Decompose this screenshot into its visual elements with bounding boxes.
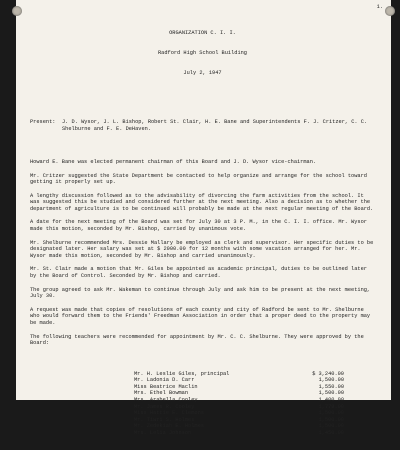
teacher-name: Mr. James R. Cooley xyxy=(134,403,195,410)
header-title: ORGANIZATION C. I. I. xyxy=(169,30,236,37)
teacher-row xyxy=(134,410,344,417)
teacher-salary: 1,779.00 xyxy=(318,403,344,410)
minutes-paragraph: A date for the next meeting of the Board was set for July 30 at 3 P. M., in the C. I. I. office. Mr. Wysor made this motion, seconded by Mr. Bishop, carried by unanimous vote. xyxy=(30,219,371,233)
teacher-name: Mrs. Lelia Johnson xyxy=(134,429,192,436)
teacher-salary: 1,400.00 xyxy=(318,396,344,403)
document-header xyxy=(30,17,375,89)
minutes-paragraph: A lengthy discussion followed as to the advisability of divorcing the farm activities from the school. It was suggested this be studied and considered further at the next meeting. Also a decision as to whether the department of agriculture is to be continued will probably be made at the next regular meeting of the Board. xyxy=(30,192,374,212)
attendance-text: J. D. Wysor, J. L. Bishop, Robert St. Clair, H. E. Bane and Superintendents F. J. Critzer, C. C. Shelburne and F. E. DeHaven. xyxy=(62,118,371,132)
minutes-paragraph: The group agreed to ask Mr. Wakeman to continue through July and ask him to be present at the next meeting, July 30. xyxy=(30,286,374,300)
teacher-name: Mr. Zedekiah E. Holmes xyxy=(134,423,204,430)
teacher-row xyxy=(134,404,344,411)
teacher-row xyxy=(134,397,344,404)
teacher-name: Mr. H. Leslie Giles, principal xyxy=(134,370,230,377)
minutes-paragraph: Mr. St. Clair made a motion that Mr. Giles be appointed as academic principal, duties to be outlined later by the Board of Control. Seconded by Mr. Bishop and carried. xyxy=(30,266,371,280)
page-number: 1. xyxy=(376,4,383,10)
teacher-row xyxy=(134,430,344,437)
document-body xyxy=(30,4,375,450)
teacher-salary: 1,500.00 xyxy=(318,390,344,397)
teacher-salary: 1,500.00 xyxy=(318,416,344,423)
binder-hole xyxy=(385,6,395,16)
teacher-salary: 1,550.00 xyxy=(318,383,344,390)
teacher-name: Mrs. Arabella Cooley xyxy=(134,396,198,403)
minutes-paragraph: Mr. Critzer suggested the State Department be contacted to help organize and arrange for the school toward getting it properly set up. xyxy=(30,172,371,186)
teacher-salary: $ 3,240.00 xyxy=(312,370,344,377)
teacher-row xyxy=(134,371,344,378)
teacher-salary: 1,500.00 xyxy=(318,423,344,430)
header-date: July 2, 1947 xyxy=(183,69,222,76)
minutes-paragraph: A request was made that copies of resolutions of each county and city of Radford be sent to Mr. Shelburne who would forward them to the Friends' Freedman Association in order that a proper deed to the property may be made. xyxy=(30,306,374,326)
teacher-row xyxy=(134,377,344,384)
teacher-row xyxy=(134,423,344,430)
header-location: Radford High School Building xyxy=(157,49,247,56)
minutes-paragraph: Howard E. Bane was elected permanent chairman of this Board and J. D. Wysor vice-chairman. xyxy=(30,158,317,165)
teacher-row xyxy=(134,417,344,424)
teacher-salary: 1,450.00 xyxy=(318,429,344,436)
teacher-name: Mr. Tiwri S. Holmes xyxy=(134,416,195,423)
binder-hole xyxy=(12,6,22,16)
teacher-salary: 1,500.00 xyxy=(318,377,344,384)
teacher-name: Miss Hattie E. Clemons xyxy=(134,410,204,417)
teacher-name: Mr. Ladonia D. Carr xyxy=(134,377,195,384)
attendance-label: Present: xyxy=(30,118,56,125)
teacher-row xyxy=(134,390,344,397)
minutes-paragraph: The following teachers were recommended for appointment by Mr. C. C. Shelburne. They were approved by the Board: xyxy=(30,333,367,347)
minutes-paragraph: Mr. Shelburne recommended Mrs. Dessie Mallary be employed as clerk and supervisor. Her specific duties to be designated later. Her salary was set at $ 2000.00 for 12 months with some vacation arranged for her. Mr. Wysor made this motion, seconded by Mr. Bishop and carried unanimously. xyxy=(30,239,377,259)
document-page xyxy=(16,0,391,436)
teacher-name: Mrs. Ethel Bowman xyxy=(134,390,189,397)
teacher-row xyxy=(134,384,344,391)
teacher-name: Miss Beatrice Maclin xyxy=(134,383,198,390)
teacher-list xyxy=(134,371,344,437)
minutes-paragraphs xyxy=(30,159,375,347)
teacher-salary: 1,500.00 xyxy=(318,410,344,417)
attendance xyxy=(30,119,375,132)
